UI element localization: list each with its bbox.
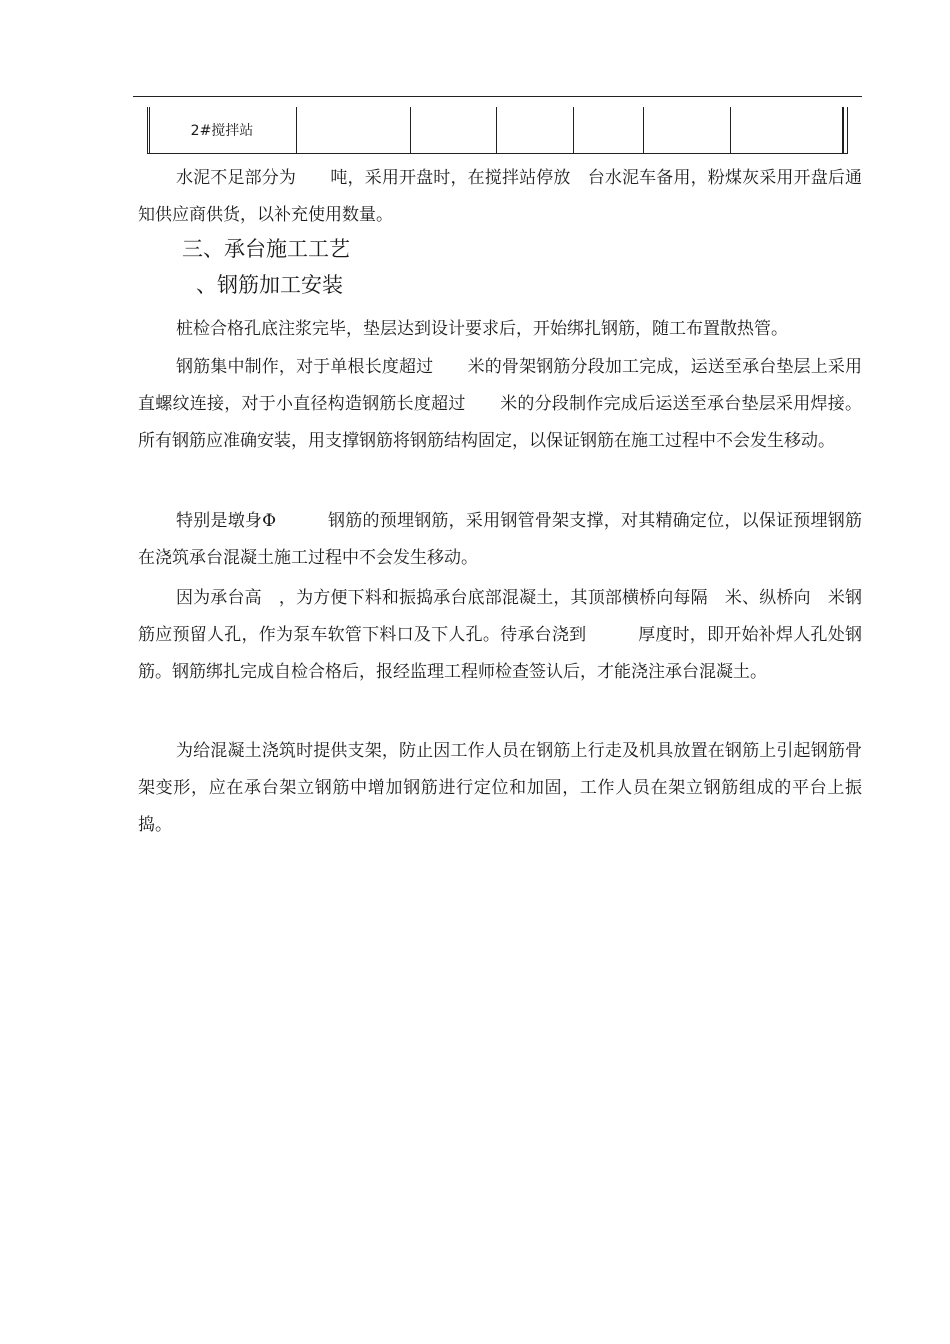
table-cell bbox=[574, 107, 644, 153]
paragraph-rebar-fabrication: 钢筋集中制作，对于单根长度超过 米的骨架钢筋分段加工完成，运送至承台垫层上采用直螺纹连接，对于小直径构造钢筋长度超过 米的分段制作完成后运送至承台垫层采用焊接。所有钢筋应准确安装，用支撑钢筋将钢筋结构固定，以保证钢筋在施工过程中不会发生移动。 bbox=[138, 357, 862, 451]
table-cell bbox=[644, 107, 731, 153]
table-cell bbox=[411, 107, 497, 153]
table-row bbox=[147, 107, 848, 154]
header-rule bbox=[133, 96, 862, 97]
table-outer-border-left bbox=[147, 107, 150, 153]
mixing-station-table bbox=[147, 107, 848, 154]
paragraph-manhole: 因为承台高 ，为方便下料和振捣承台底部混凝土，其顶部横桥向每隔 米、纵桥向 米钢筋应预留人孔，作为泵车软管下料口及下人孔。待承台浇到 厚度时，即开始补焊人孔处钢筋。钢筋绑扎完成自检合格后，报经监理工程师检查签认后，才能浇注承台混凝土。 bbox=[138, 588, 862, 682]
table-cell bbox=[297, 107, 411, 153]
table-cell bbox=[497, 107, 574, 153]
paragraph-embedded-rebar: 特别是墩身Φ 钢筋的预埋钢筋，采用钢管骨架支撑，对其精确定位，以保证预埋钢筋在浇筑承台混凝土施工过程中不会发生移动。 bbox=[138, 511, 862, 568]
table-cell bbox=[731, 107, 843, 153]
table-outer-border-right bbox=[843, 107, 848, 153]
subsection-heading: 、钢筋加工安装 bbox=[196, 273, 343, 297]
section-heading: 三、承台施工工艺 bbox=[182, 237, 350, 261]
paragraph-pile-check: 桩检合格孔底注浆完毕，垫层达到设计要求后，开始绑扎钢筋，随工布置散热管。 bbox=[176, 319, 788, 339]
station-label: 2#搅拌站 bbox=[190, 123, 254, 139]
paragraph-cement-supply: 水泥不足部分为 吨，采用开盘时，在搅拌站停放 台水泥车备用，粉煤灰采用开盘后通知供应商供货，以补充使用数量。 bbox=[138, 168, 862, 225]
paragraph-support: 为给混凝土浇筑时提供支架，防止因工作人员在钢筋上行走及机具放置在钢筋上引起钢筋骨架变形，应在承台架立钢筋中增加钢筋进行定位和加固，工作人员在架立钢筋组成的平台上振捣。 bbox=[138, 741, 862, 835]
table-cell-station bbox=[147, 107, 297, 153]
